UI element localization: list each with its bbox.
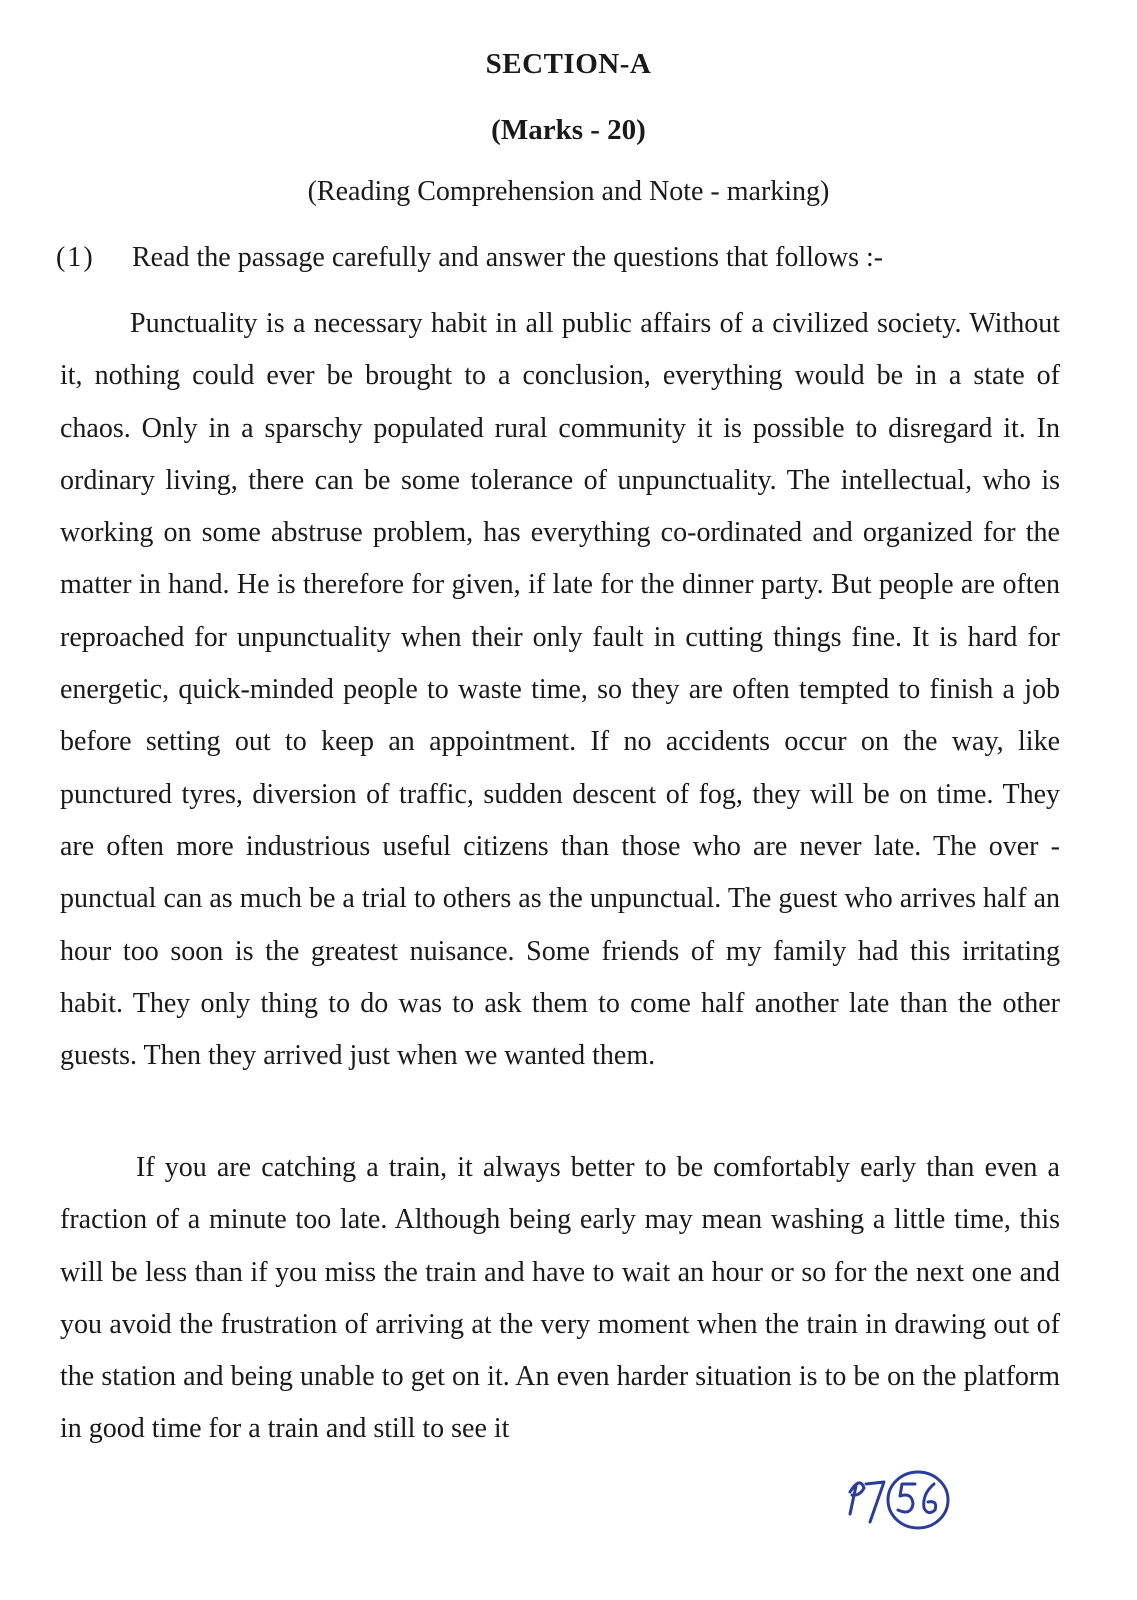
question-instruction: Read the passage carefully and answer the questions that follows :- [132,242,884,273]
handwritten-mark-svg [836,1462,966,1537]
question-instruction-line [56,242,1097,274]
handwritten-page-mark [836,1462,966,1537]
passage-paragraph-2: If you are catching a train, it always better to be comfortably early than even a fraction of a minute too late. Although being early may mean washing a little time, this will be less than if you miss the train and have to wait an hour or so for the next one and you avoid the frustration of arriving at the very moment when the train in drawing out of the station and being unable to get on it. An even harder situation is to be on the platform in good time for a train and still to see it [60,1152,1060,1445]
passage-paragraph-1: Punctuality is a necessary habit in all public affairs of a civilized society. Without it, nothing could ever be brought to a conclusion, everything would be in a state of chaos. Only in a sparschy populated rural community it is possible to disregard it. In ordinary living, there can be some tolerance of unpunctuality. The intellectual, who is working on some abstruse problem, has everything co-ordinated and organized for the matter in hand. He is therefore for given, if late for the dinner party. But people are often reproached for unpunctuality when their only fault in cutting things fine. It is hard for energetic, quick-minded people to waste time, so they are often tempted to finish a job before setting out to keep an appointment. If no accidents occur on the way, like punctured tyres, diversion of traffic, sudden descent of fog, they will be on time. They are often more industrious useful citizens than those who are never late. The over - punctual can as much be a trial to others as the unpunctual. The guest who arrives half an hour too soon is the greatest nuisance. Some friends of my family had this irritating habit. They only thing to do was to ask them to come half another late than the other guests. Then they arrived just when we wanted them. [60,308,1060,1072]
section-subtitle: (Reading Comprehension and Note - marking) [307,176,830,207]
section-title: SECTION-A [485,48,652,80]
question-number: (1) [56,242,95,273]
marks-heading: (Marks - 20) [491,114,646,146]
